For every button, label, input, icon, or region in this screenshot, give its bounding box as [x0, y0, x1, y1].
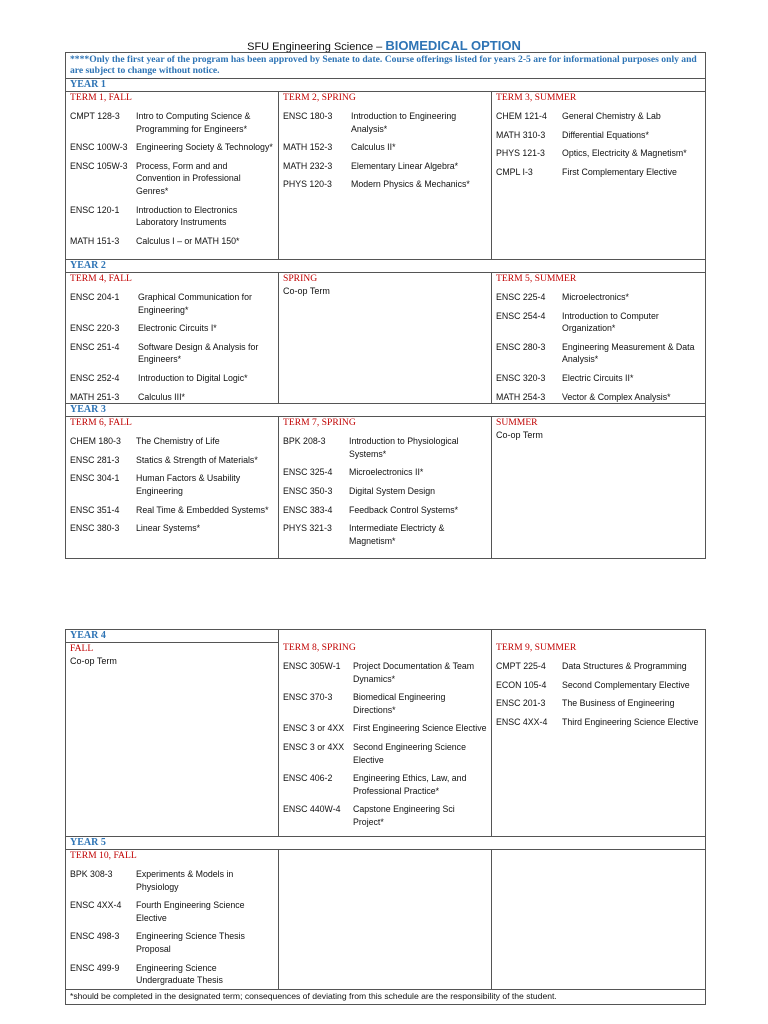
course-title: Introduction to Engineering Analysis*	[351, 111, 457, 134]
page-title	[0, 38, 768, 53]
year-5-label: YEAR 5	[66, 837, 706, 850]
term-5-courses	[496, 285, 701, 403]
course-row	[496, 147, 701, 160]
course-code: CMPT 225-4	[496, 661, 546, 671]
course-title: Intermediate Electricty & Magnetism*	[349, 523, 445, 546]
course-row	[496, 679, 701, 692]
course-code: CMPL I-3	[496, 166, 533, 177]
course-title: Vector & Complex Analysis*	[562, 391, 671, 402]
course-code: MATH 151-3	[70, 235, 120, 246]
course-row	[283, 466, 487, 479]
course-code: PHYS 121-3	[496, 148, 545, 159]
course-title: Statics & Strength of Materials*	[136, 454, 258, 465]
course-code: ENSC 4XX-4	[496, 716, 548, 727]
course-code: PHYS 120-3	[283, 179, 332, 190]
schedule-table-years-1-3	[65, 52, 706, 559]
spring-coop-note: Co-op Term	[283, 286, 330, 296]
course-row	[283, 110, 487, 135]
course-title: Human Factors & Usability Engineering	[136, 473, 241, 496]
course-title: Fourth Engineering Science Elective	[136, 900, 245, 923]
course-row	[70, 504, 274, 517]
course-row	[70, 962, 274, 987]
term-10-heading: TERM 10, FALL	[70, 850, 137, 861]
course-title: Elementary Linear Algebra*	[351, 160, 459, 171]
term-4-cell	[66, 273, 279, 404]
course-code: ENSC 201-3	[496, 698, 546, 709]
course-code: ENSC 440W-4	[283, 804, 341, 815]
course-title: First Engineering Science Elective	[353, 723, 487, 734]
course-row	[70, 235, 274, 248]
course-code: ENSC 406-2	[283, 773, 333, 784]
course-row	[496, 341, 701, 366]
course-title: Linear Systems*	[136, 523, 201, 534]
year-4-label: YEAR 4	[66, 630, 279, 643]
course-title: Introduction to Computer Organization*	[562, 310, 659, 334]
term-6-cell	[66, 417, 279, 559]
course-code: PHYS 321-3	[283, 523, 332, 534]
course-row	[496, 129, 701, 142]
term-1-courses	[70, 104, 274, 247]
course-row	[70, 141, 274, 154]
term-1-heading: TERM 1, FALL	[70, 92, 132, 103]
year-1-label: YEAR 1	[66, 79, 706, 92]
term-4-heading: TERM 4, FALL	[70, 273, 132, 284]
term-9-heading: TERM 9, SUMMER	[496, 642, 577, 653]
course-code: ENSC 105W-3	[70, 160, 128, 171]
senate-notice: ****Only the first year of the program has been approved by Senate to date. Course offerings listed for years 2-5 are for informational purposes only and are subject to change without notice.	[66, 53, 706, 79]
course-title: Introduction to Electronics Laboratory Instruments	[136, 204, 238, 228]
spring-heading: SPRING	[283, 273, 318, 284]
course-title: Calculus I – or MATH 150*	[136, 235, 240, 246]
course-code: MATH 251-3	[70, 391, 120, 402]
course-code: MATH 232-3	[283, 160, 333, 171]
term-3-courses	[496, 104, 701, 178]
course-title: Optics, Electricity & Magnetism*	[562, 148, 687, 159]
course-row	[283, 485, 487, 498]
course-row	[70, 110, 274, 135]
course-title: Project Documentation & Team Dynamics*	[353, 661, 475, 684]
course-code: ENSC 498-3	[70, 931, 120, 942]
course-row	[70, 472, 274, 497]
term-10-courses	[70, 862, 274, 987]
course-title: Second Complementary Elective	[562, 679, 690, 690]
course-code: ENSC 3 or 4XX	[283, 723, 345, 734]
option-name: BIOMEDICAL OPTION	[385, 38, 521, 53]
course-code: CMPT 128-3	[70, 111, 120, 121]
course-title: Electric Circuits II*	[562, 372, 634, 383]
term-10-cell	[66, 850, 279, 990]
course-code: ENSC 3 or 4XX	[283, 741, 345, 752]
course-title: Feedback Control Systems*	[349, 504, 459, 515]
course-code: ENSC 180-3	[283, 111, 333, 121]
course-title: General Chemistry & Lab	[562, 111, 661, 121]
course-row	[496, 697, 701, 710]
course-code: ENSC 225-4	[496, 292, 546, 302]
term-1-cell	[66, 92, 279, 260]
term-8-courses	[283, 654, 487, 829]
course-code: ENSC 254-4	[496, 310, 546, 321]
course-row	[70, 522, 274, 535]
course-row	[283, 772, 487, 797]
fall-heading: FALL	[70, 643, 94, 654]
title-text: SFU Engineering Science –	[247, 41, 386, 53]
term-3-cell	[492, 92, 706, 260]
course-row	[283, 141, 487, 154]
term-7-cell	[279, 417, 492, 559]
course-row	[70, 435, 274, 448]
course-row	[496, 391, 701, 404]
course-row	[283, 522, 487, 547]
course-row	[70, 930, 274, 955]
course-row	[496, 660, 701, 673]
course-title: Graphical Communication for Engineering*	[138, 292, 252, 315]
course-row	[70, 454, 274, 467]
course-row	[283, 435, 487, 460]
course-row	[283, 803, 487, 828]
fall-coop-cell	[66, 643, 279, 837]
course-code: BPK 308-3	[70, 869, 113, 879]
course-title: The Chemistry of Life	[136, 436, 220, 447]
course-title: Engineering Measurement & Data Analysis*	[562, 341, 695, 365]
course-title: Introduction to Digital Logic*	[138, 372, 248, 383]
course-title: Software Design & Analysis for Engineers*	[138, 341, 259, 365]
course-row	[283, 160, 487, 173]
course-row	[283, 741, 487, 766]
term-9-cell	[492, 630, 706, 837]
course-title: The Business of Engineering	[562, 698, 675, 709]
course-title: Biomedical Engineering Directions*	[353, 692, 446, 715]
course-title: Engineering Science Undergraduate Thesis	[136, 962, 223, 986]
course-title: Engineering Ethics, Law, and Professional Practice*	[353, 773, 467, 796]
course-code: ECON 105-4	[496, 679, 547, 690]
course-row	[70, 291, 274, 316]
course-title: Modern Physics & Mechanics*	[351, 179, 470, 190]
course-code: ENSC 350-3	[283, 485, 333, 496]
course-code: BPK 208-3	[283, 436, 326, 447]
term-5-cell	[492, 273, 706, 404]
term-7-courses	[283, 429, 487, 547]
term-9-courses	[496, 654, 701, 728]
summer-coop-cell	[492, 417, 706, 559]
course-row	[283, 691, 487, 716]
term-2-courses	[283, 104, 487, 191]
course-row	[70, 341, 274, 366]
course-code: ENSC 120-1	[70, 204, 120, 215]
term-2-cell	[279, 92, 492, 260]
course-title: Microelectronics II*	[349, 467, 424, 478]
course-code: ENSC 370-3	[283, 692, 333, 703]
course-code: ENSC 280-3	[496, 341, 546, 352]
course-row	[283, 660, 487, 685]
term-8-cell	[279, 630, 492, 837]
course-title: Calculus II*	[351, 142, 396, 153]
term-2-heading: TERM 2, SPRING	[283, 92, 356, 103]
course-code: CHEM 121-4	[496, 111, 547, 121]
course-code: ENSC 380-3	[70, 523, 120, 534]
course-code: ENSC 252-4	[70, 372, 120, 383]
course-row	[496, 291, 701, 304]
course-title: First Complementary Elective	[562, 166, 677, 177]
course-title: Differential Equations*	[562, 129, 649, 140]
course-title: Intro to Computing Science & Programming for Engineers*	[136, 111, 251, 134]
footnote: *should be completed in the designated term; consequences of deviating from this schedule are the responsibility of the student.	[66, 990, 706, 1005]
course-row	[70, 160, 274, 198]
term-6-courses	[70, 429, 274, 535]
year-3-label: YEAR 3	[66, 404, 706, 417]
course-row	[70, 204, 274, 229]
empty-cell	[279, 850, 492, 990]
course-code: MATH 152-3	[283, 142, 333, 153]
term-5-heading: TERM 5, SUMMER	[496, 273, 577, 284]
course-title: Data Structures & Programming	[562, 661, 687, 671]
course-title: Third Engineering Science Elective	[562, 716, 699, 727]
course-row	[496, 372, 701, 385]
course-code: ENSC 305W-1	[283, 661, 341, 671]
course-code: ENSC 204-1	[70, 292, 120, 302]
course-title: Introduction to Physiological Systems*	[349, 436, 459, 459]
course-title: Experiments & Models in Physiology	[136, 869, 234, 892]
course-code: ENSC 325-4	[283, 467, 333, 478]
course-row	[283, 178, 487, 191]
course-row	[496, 110, 701, 123]
summer-heading: SUMMER	[496, 417, 538, 429]
term-3-heading: TERM 3, SUMMER	[496, 92, 577, 103]
course-row	[70, 391, 274, 404]
course-code: ENSC 281-3	[70, 454, 120, 465]
course-title: Real Time & Embedded Systems*	[136, 504, 269, 515]
course-title: Engineering Science Thesis Proposal	[136, 931, 245, 954]
course-row	[70, 868, 274, 893]
course-title: Second Engineering Science Elective	[353, 741, 466, 765]
course-row	[70, 372, 274, 385]
course-title: Microelectronics*	[562, 292, 629, 302]
fall-coop-note: Co-op Term	[70, 656, 117, 666]
course-code: ENSC 4XX-4	[70, 900, 122, 911]
course-code: ENSC 383-4	[283, 504, 333, 515]
course-title: Process, Form and and Convention in Professional Genres*	[136, 160, 241, 196]
term-6-heading: TERM 6, FALL	[70, 417, 132, 429]
empty-cell	[492, 850, 706, 990]
schedule-table-years-4-5	[65, 629, 706, 1005]
year-2-label: YEAR 2	[66, 260, 706, 273]
course-row	[496, 166, 701, 179]
course-code: ENSC 220-3	[70, 323, 120, 334]
course-title: Digital System Design	[349, 485, 436, 496]
course-title: Engineering Society & Technology*	[136, 142, 273, 153]
course-code: MATH 254-3	[496, 391, 546, 402]
course-code: ENSC 304-1	[70, 473, 120, 484]
course-row	[283, 722, 487, 735]
course-row	[70, 899, 274, 924]
course-code: ENSC 499-9	[70, 962, 120, 973]
course-title: Electronic Circuits I*	[138, 323, 217, 334]
course-title: Calculus III*	[138, 391, 185, 402]
course-row	[70, 322, 274, 335]
term-4-courses	[70, 285, 274, 403]
term-7-heading: TERM 7, SPRING	[283, 417, 356, 429]
term-8-heading: TERM 8, SPRING	[283, 642, 356, 653]
summer-coop-note: Co-op Term	[496, 430, 543, 441]
course-title: Capstone Engineering Sci Project*	[353, 804, 455, 827]
course-code: ENSC 351-4	[70, 504, 120, 515]
spring-coop-cell	[279, 273, 492, 404]
course-code: ENSC 320-3	[496, 372, 546, 383]
course-row	[496, 310, 701, 335]
course-code: ENSC 100W-3	[70, 142, 128, 153]
course-code: CHEM 180-3	[70, 436, 121, 447]
course-row	[283, 504, 487, 517]
course-row	[496, 716, 701, 729]
course-code: ENSC 251-4	[70, 341, 120, 352]
course-code: MATH 310-3	[496, 129, 546, 140]
